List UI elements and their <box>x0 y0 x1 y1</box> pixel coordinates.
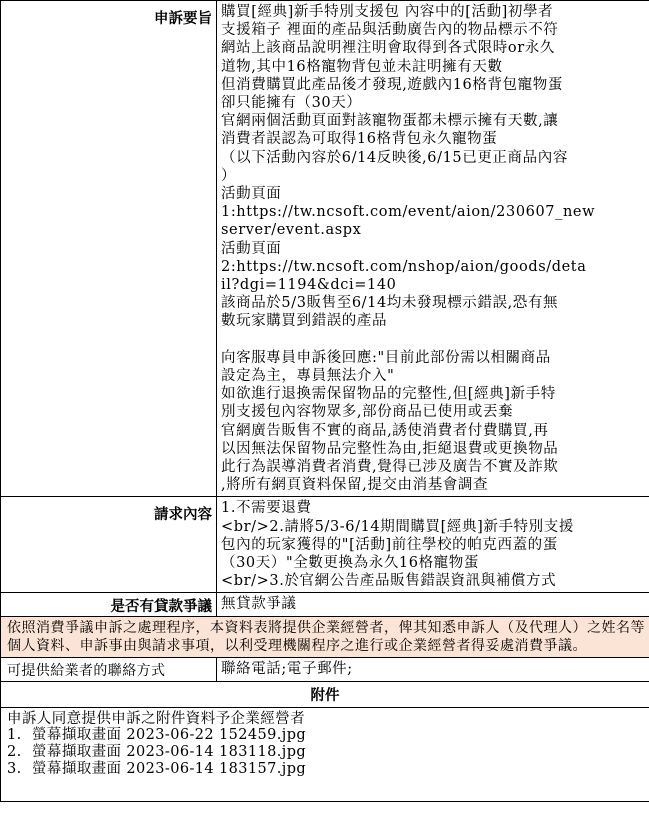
complaint-line: 向客服專員申訴後回應:"目前此部份需以相關商品 <box>221 349 551 366</box>
request-line: 1.不需要退費 <box>221 500 312 517</box>
complaint-text <box>217 1 649 497</box>
contact-label: 可提供給業者的聯絡方式 <box>1 658 217 681</box>
complaint-row <box>1 1 649 497</box>
request-text <box>217 497 649 593</box>
attachment-number: 2. <box>7 744 22 761</box>
complaint-blank-line <box>221 331 646 349</box>
attachment-filename[interactable]: 螢幕擷取畫面 2023-06-22 152459.jpg <box>32 727 307 744</box>
complaint-line: 道物,其中16格寵物背包並未註明擁有天數 <box>221 58 503 75</box>
complaint-line: ,將所有網頁資料保留,提交由消基會調查 <box>221 477 489 494</box>
contact-value: 聯絡電話;電子郵件; <box>217 658 649 681</box>
request-line: <br/>3.於官網公告產品販售錯誤資訊與補償方式 <box>221 573 557 590</box>
attachment-number: 3. <box>7 761 22 778</box>
complaint-line: 如欲進行退換需保留物品的完整性,但[經典]新手特 <box>221 386 556 403</box>
complaint-line: ） <box>221 167 237 184</box>
request-line: （30天）"全數更換為永久16格寵物蛋 <box>221 555 479 572</box>
attachments-heading-row <box>1 681 649 707</box>
request-line: 包內的玩家獲得的"[活動]前往學校的帕克西蓋的蛋 <box>221 536 558 553</box>
attachments-heading: 附件 <box>1 681 649 707</box>
complaint-line: 官網廣告販售不實的商品,誘使消費者付費購買,再 <box>221 422 549 439</box>
event-link-2[interactable]: 2:https://tw.ncsoft.com/nshop/aion/goods/deta <box>221 258 587 275</box>
event-link-1-cont[interactable]: server/event.aspx <box>221 222 362 239</box>
complaint-line: 設定為主，專員無法介入" <box>221 368 395 385</box>
request-line: <br/>2.請將5/3-6/14期間購買[經典]新手特別支援 <box>221 518 574 535</box>
attachment-item[interactable] <box>7 727 645 744</box>
event-link-2-cont[interactable]: il?dgi=1194&dci=140 <box>221 277 397 294</box>
complaint-line: 活動頁面 <box>221 186 282 203</box>
complaint-line: 此行為誤導消費者消費,覺得已涉及廣告不實及詐欺 <box>221 459 559 476</box>
loan-row <box>1 593 649 617</box>
complaint-line: 網站上該商品說明裡注明會取得到各式限時or永久 <box>221 40 555 57</box>
contact-row <box>1 658 649 681</box>
attachment-number: 1. <box>7 727 22 744</box>
attachment-filename[interactable]: 螢幕擷取畫面 2023-06-14 183157.jpg <box>32 761 307 778</box>
complaint-line: 消費者誤認為可取得16格背包永久寵物蛋 <box>221 131 498 148</box>
attachments-intro: 申訴人同意提供申訴之附件資料予企業經營者 <box>7 710 305 727</box>
complaint-line: 支援箱子 裡面的產品與活動廣告內的物品標示不符 <box>221 22 559 39</box>
complaint-line: 數玩家購買到錯誤的產品 <box>221 313 388 330</box>
complaint-label: 申訴要旨 <box>1 1 217 497</box>
attachment-item[interactable] <box>7 761 645 778</box>
privacy-notice: 依照消費爭議申訴之處理程序，本資料表將提供企業經營者，俾其知悉申訴人（及代理人）之姓名等個人資料、申訴事由與請求事項，以利受理機關程序之進行或企業經營者得妥處消費爭議。 <box>1 617 649 658</box>
attachment-filename[interactable]: 螢幕擷取畫面 2023-06-14 183118.jpg <box>32 744 307 761</box>
complaint-line: 官網兩個活動頁面對該寵物蛋都未標示擁有天數,讓 <box>221 113 559 130</box>
complaint-line: 該商品於5/3販售至6/14均未發現標示錯誤,恐有無 <box>221 295 559 312</box>
complaint-line: 購買[經典]新手特別支援包 內容中的[活動]初學者 <box>221 4 554 20</box>
attachments-row <box>1 707 649 801</box>
complaint-line: 但消費購買此產品後才發現,遊戲內16格背包寵物蛋 <box>221 76 563 93</box>
event-link-1[interactable]: 1:https://tw.ncsoft.com/event/aion/230607_new <box>221 204 596 221</box>
complaint-line: 卻只能擁有（30天） <box>221 95 362 112</box>
complaint-line: 別支援包內容物眾多,部份商品已使用或丟棄 <box>221 404 514 421</box>
loan-value: 無貸款爭議 <box>217 593 649 617</box>
complaint-line: 活動頁面 <box>221 240 282 257</box>
attachments-list <box>1 707 649 801</box>
request-label: 請求內容 <box>1 497 217 593</box>
loan-label: 是否有貸款爭議 <box>1 593 217 617</box>
request-row <box>1 497 649 593</box>
notice-row <box>1 617 649 658</box>
complaint-line: 以因無法保留物品完整性為由,拒絕退費或更換物品 <box>221 440 559 457</box>
attachment-item[interactable] <box>7 744 645 761</box>
complaint-line: （以下活動內容於6/14反映後,6/15已更正商品內容 <box>221 149 568 166</box>
